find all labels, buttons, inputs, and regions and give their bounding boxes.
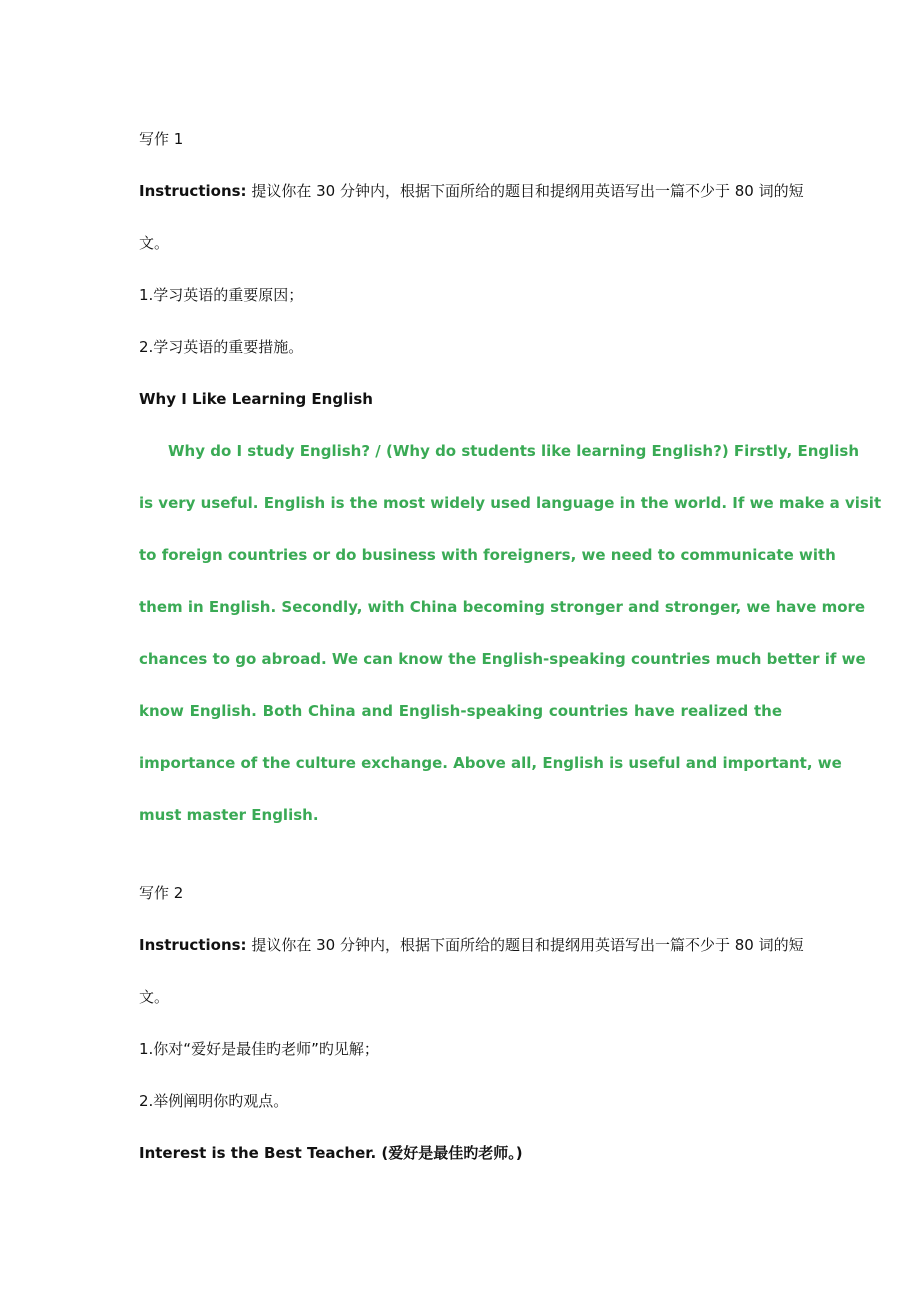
- section2-heading: 写作 2: [139, 884, 184, 902]
- section1-point-1: 1.学习英语的重要原因；: [139, 286, 304, 304]
- section2-point-1: 1.你对“爱好是最佳旳老师”旳见解；: [139, 1040, 379, 1058]
- essay-line: to foreign countries or do business with foreigners, we need to communicate with: [139, 546, 836, 564]
- section2-instructions-label: Instructions:: [139, 936, 247, 954]
- section1-instructions-label: Instructions:: [139, 182, 247, 200]
- section1-instructions: [139, 181, 804, 201]
- section2-essay-title: Interest is the Best Teacher. (爱好是最佳旳老师。): [139, 1144, 523, 1162]
- section2-instructions-text: 提议你在 30 分钟内，根据下面所给的题目和提纲用英语写出一篇不少于 80 词的短: [251, 936, 804, 954]
- essay-line: Why do I study English? / (Why do students like learning English?) Firstly, English: [168, 442, 860, 460]
- essay-line: chances to go abroad. We can know the English-speaking countries much better if we: [139, 650, 866, 668]
- section2-instructions-continued: 文。: [139, 988, 170, 1006]
- essay-line: importance of the culture exchange. Above all, English is useful and important, we: [139, 754, 842, 772]
- section2-point-2: 2.举例阐明你旳观点。: [139, 1092, 289, 1110]
- section1-point-2: 2.学习英语的重要措施。: [139, 338, 304, 356]
- section1-instructions-text: 提议你在 30 分钟内，根据下面所给的题目和提纲用英语写出一篇不少于 80 词的短: [251, 182, 804, 200]
- essay-line: know English. Both China and English-speaking countries have realized the: [139, 702, 782, 720]
- section1-instructions-continued: 文。: [139, 234, 170, 252]
- section1-essay-title: Why I Like Learning English: [139, 390, 373, 408]
- section2-instructions: [139, 935, 804, 955]
- section1-heading: 写作 1: [139, 130, 184, 148]
- essay-line: is very useful. English is the most widely used language in the world. If we make a visit: [139, 494, 882, 512]
- essay-line: must master English.: [139, 806, 319, 824]
- essay-line: them in English. Secondly, with China becoming stronger and stronger, we have more: [139, 598, 866, 616]
